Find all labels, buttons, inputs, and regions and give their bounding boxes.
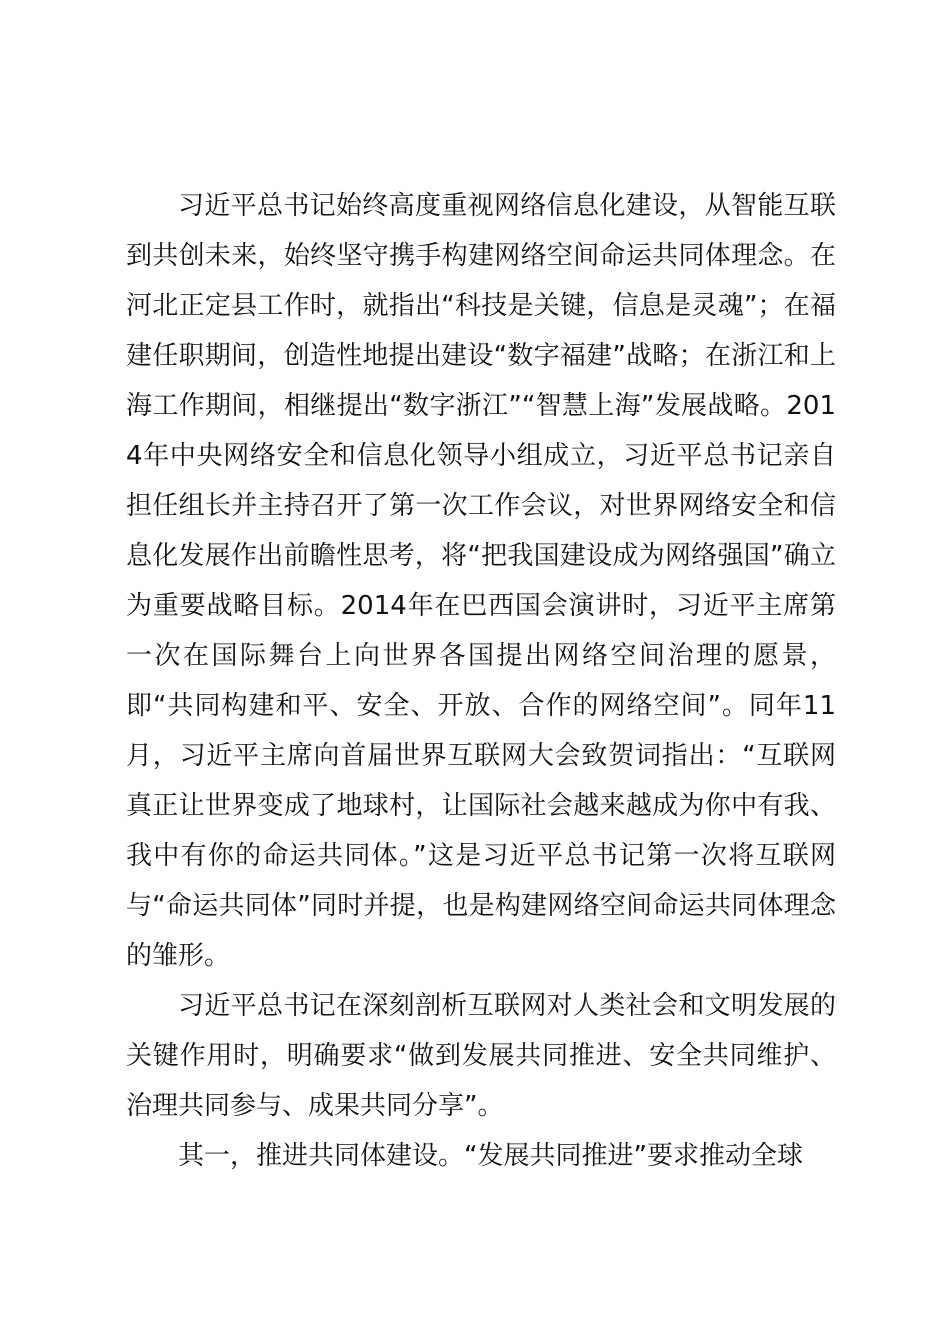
- paragraph-2: 习近平总书记在深刻剖析互联网对人类社会和文明发展的关键作用时，明确要求“做到发展共同推进、安全共同维护、治理共同参与、成果共同分享”。: [126, 991, 836, 1121]
- paragraph-1: 习近平总书记始终高度重视网络信息化建设，从智能互联到共创未来，始终坚守携手构建网络空间命运共同体理念。在河北正定县工作时，就指出“科技是关键，信息是灵魂”；在福建任职期间，创造性地提出建设“数字福建”战略；在浙江和上海工作期间，相继提出“数字浙江”“智慧上海”发展战略。2014年中央网络安全和信息化领导小组成立，习近平总书记亲自担任组长并主持召开了第一次工作会议，对世界网络安全和信息化发展作出前瞻性思考，将“把我国建设成为网络强国”确立为重要战略目标。2014年在巴西国会演讲时，习近平主席第一次在国际舞台上向世界各国提出网络空间治理的愿景，即“共同构建和平、安全、开放、合作的网络空间”。同年11月，习近平主席向首届世界互联网大会致贺词指出：“互联网真正让世界变成了地球村，让国际社会越来越成为你中有我、我中有你的命运共同体。”这是习近平总书记第一次将互联网与“命运共同体”同时并提，也是构建网络空间命运共同体理念的雏形。: [126, 191, 836, 971]
- paragraph-3: 其一，推进共同体建设。“发展共同推进”要求推动全球: [178, 1141, 803, 1171]
- document-body: [126, 181, 836, 1181]
